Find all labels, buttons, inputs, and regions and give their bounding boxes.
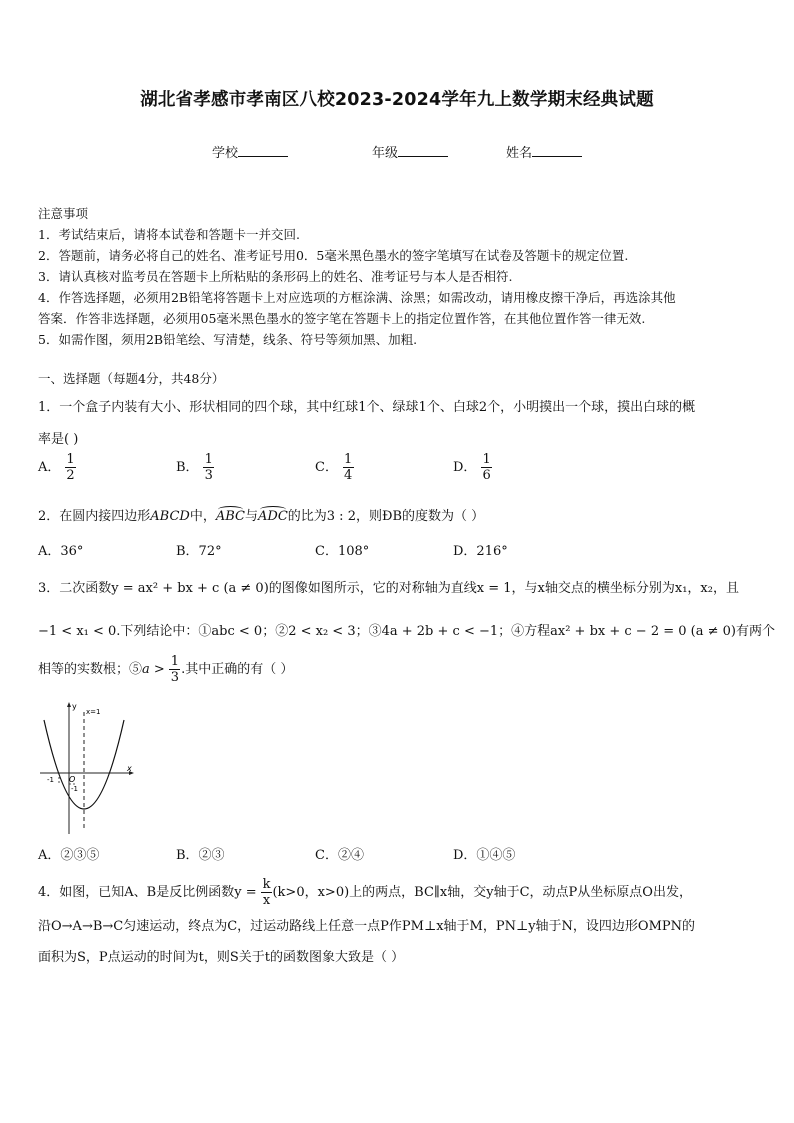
q4-stem-line3: 面积为S，P点运动的时间为t，则S关于t的函数图象大致是（ ） [38,950,405,965]
school-label: 学校 [212,146,239,161]
q2-stem: 2．在圆内接四边形ABCD中， ABC与 ADC的比为3 : 2，则ÐB的度数为（ ） [38,505,484,524]
q2-option-b[interactable]: B．72° [176,544,222,559]
note-item: 2．答题前，请务必将自己的姓名、准考证号用0．5毫米黑色墨水的签字笔填写在试卷及答题卡的规定位置. [38,248,629,263]
q3-stem-line1: 3．二次函数y = ax² + bx + c (a ≠ 0)的图像如图所示，它的对称轴为直线x = 1，与x轴交点的横坐标分别为x₁，x₂，且 [38,581,739,596]
q1-stem-line1: 1．一个盒子内装有大小、形状相同的四个球，其中红球1个、绿球1个、白球2个，小明摸出一个球，摸出白球的概 [38,400,696,415]
parabola-graph [36,700,140,836]
fraction: $\frac{1}{3}$ [204,452,213,483]
q3-option-c[interactable]: C．②④ [315,848,364,863]
q1-option-a[interactable] [38,452,77,483]
q3-stem-line3: 相等的实数根；⑤a > $\frac{1}{3}$ .其中正确的有（ ） [38,654,294,685]
arc-abc: ABC [216,509,245,524]
section-heading: 一、选择题（每题4分，共48分） [38,371,225,386]
y-axis-label: y [72,702,77,711]
fraction: $\frac{1}{4}$ [343,452,353,483]
q1-option-d[interactable] [453,452,493,483]
school-field [212,142,288,161]
name-label: 姓名 [506,146,533,161]
note-item: 5．如需作图，须用2B铅笔绘、写清楚，线条、符号等须加黑、加粗. [38,332,418,347]
q3-stem-line2: −1 < x₁ < 0.下列结论中：①abc < 0；②2 < x₂ < 3；③4a + 2b + c < −1；④方程ax² + bx + c − 2 = 0 (a ≠ 0)有两个 [38,624,775,639]
y-minus1-label: -1 [71,785,78,793]
q3-option-b[interactable]: B．②③ [176,848,225,863]
q3-option-d[interactable]: D．①④⑤ [453,848,516,863]
symmetry-line-label: x=1 [86,708,101,716]
option-label: D． [453,460,477,475]
name-blank[interactable] [532,144,582,157]
q3-option-a[interactable]: A．②③⑤ [38,848,100,863]
note-item: 3．请认真核对监考员在答题卡上所粘贴的条形码上的姓名、准考证号与本人是否相符. [38,269,513,284]
origin-label: O [69,775,76,784]
note-item: 1．考试结束后，请将本试卷和答题卡一并交回. [38,227,300,242]
q1-stem-line2: 率是( ) [38,432,79,447]
option-label: C． [315,460,338,475]
q1-option-c[interactable] [315,452,354,483]
option-label: A． [38,460,61,475]
x-minus1-label: -1 [47,776,54,784]
q4-stem-line2: 沿O→A→B→C匀速运动，终点为C，过运动路线上任意一点P作PM⊥x轴于M，PN⊥y轴于N，设四边形OMPN的 [38,919,696,934]
q2-option-a[interactable]: A．36° [38,544,84,559]
q2-option-d[interactable]: D．216° [453,544,508,559]
name-field [506,142,582,161]
grade-field [372,142,448,161]
grade-blank[interactable] [398,144,448,157]
option-label: B． [176,460,199,475]
fraction: $\frac{1}{3}$ [170,654,180,685]
school-blank[interactable] [238,144,288,157]
arc-adc: ADC [258,509,288,524]
q2-option-c[interactable]: C．108° [315,544,370,559]
page-title: 湖北省孝感市孝南区八校2023-2024学年九上数学期末经典试题 [140,90,654,110]
note-item: 4．作答选择题，必须用2B铅笔将答题卡上对应选项的方框涂满、涂黑；如需改动，请用橡皮擦干净后，再选涂其他 [38,290,676,305]
note-item: 答案．作答非选择题，必须用05毫米黑色墨水的签字笔在答题卡上的指定位置作答，在其他位置作答一律无效. [38,311,646,326]
x-axis-label: x [127,764,132,773]
y-axis-arrow [67,702,71,707]
grade-label: 年级 [372,146,399,161]
fraction: $\frac{k}{x}$ [262,877,271,908]
q4-stem-line1: 4．如图，已知A、B是反比例函数y = $\frac{k}{x}$ (k>0，x>0)上的两点，BC∥x轴，交y轴于C，动点P从坐标原点O出发， [38,877,692,908]
q1-option-b[interactable] [176,452,215,483]
notes-heading: 注意事项 [38,206,89,221]
fraction: $\frac{1}{6}$ [482,452,491,483]
fraction: $\frac{1}{2}$ [66,452,75,483]
